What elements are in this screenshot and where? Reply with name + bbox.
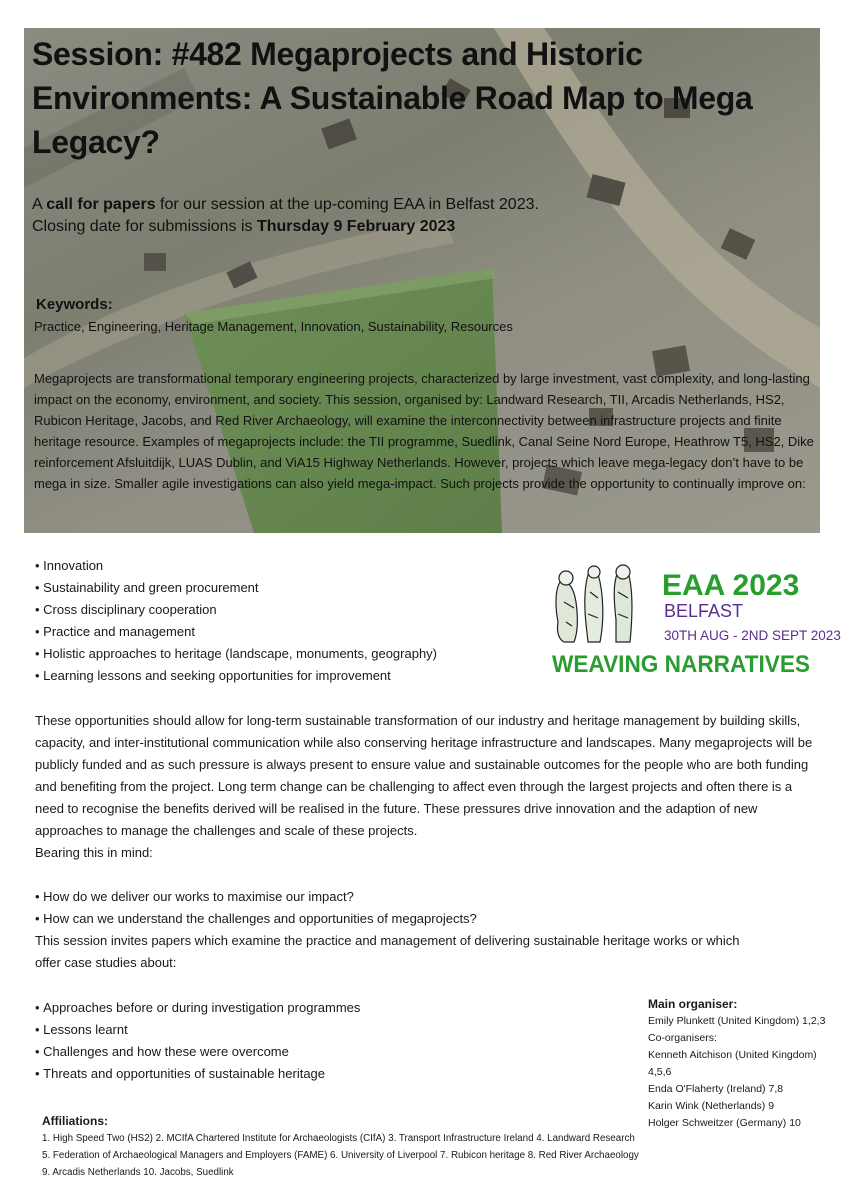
improvement-list: [35, 555, 437, 687]
list-item: • Approaches before or during investigation programmes: [35, 997, 360, 1019]
logo-tagline: WEAVING NARRATIVES: [552, 651, 810, 678]
list-item: • Learning lessons and seeking opportunities for improvement: [35, 665, 437, 687]
list-item: • Lessons learnt: [35, 1019, 360, 1041]
body-paragraph: These opportunities should allow for long-term sustainable transformation of our industry and heritage management by building skills, capacity, and inter-institutional communication while also conserving heritage infrastructure and landscapes. Many megaprojects will be publicly funded and as such pressure is always present to ensure value and sustainable outcomes for the people who are both funding and benefiting from the project. Long term change can be challenging to affect even through the largest projects and often there is a need to recognise the benefits derived will be realised in the future. These pressures drive innovation and the adaption of new approaches to manage the challenges and scale of these projects.: [35, 713, 813, 838]
call-for-papers-notice: A call for papers for our session at the up-coming EAA in Belfast 2023. Closing date for submissions is Thursday 9 February 2023: [32, 196, 539, 235]
list-item: • Challenges and how these were overcome: [35, 1041, 360, 1063]
call-for-papers-emphasis: call for papers: [46, 196, 156, 213]
list-item: • Practice and management: [35, 621, 437, 643]
list-item: • How can we understand the challenges and opportunities of megaprojects?: [35, 908, 477, 930]
co-organiser: Karin Wink (Netherlands) 9: [648, 1100, 775, 1112]
affiliation-line: 5. Federation of Archaeological Managers and Employers (FAME) 6. University of Liverpool 7. Rubicon heritage 8. Red River Archaeology: [42, 1150, 639, 1161]
list-item: • Holistic approaches to heritage (landscape, monuments, geography): [35, 643, 437, 665]
figures-illustration: [556, 565, 632, 642]
list-item: • Cross disciplinary cooperation: [35, 599, 437, 621]
main-organiser: Emily Plunkett (United Kingdom) 1,2,3: [648, 1015, 826, 1027]
list-item: • Sustainability and green procurement: [35, 577, 437, 599]
list-item: • Innovation: [35, 555, 437, 577]
eaa-2023-logo: [550, 562, 841, 680]
closing-date: Thursday 9 February 2023: [256, 218, 456, 235]
affiliation-line: 1. High Speed Two (HS2) 2. MCIfA Chartered Institute for Archaeologists (CIfA) 3. Transport Infrastructure Ireland 4. Landward Research: [42, 1133, 635, 1144]
keywords-list: Practice, Engineering, Heritage Management, Innovation, Sustainability, Resources: [34, 319, 513, 334]
affiliations-heading: Affiliations:: [42, 1114, 108, 1128]
list-item: • Threats and opportunities of sustainable heritage: [35, 1063, 360, 1085]
co-organiser: Enda O'Flaherty (Ireland) 7,8: [648, 1083, 784, 1095]
co-organiser: Holger Schweitzer (Germany) 10: [648, 1117, 801, 1129]
logo-title: EAA 2023: [662, 569, 800, 602]
list-item: • How do we deliver our works to maximise our impact?: [35, 886, 477, 908]
bearing-line: Bearing this in mind:: [35, 845, 153, 860]
logo-dates: 30TH AUG - 2ND SEPT 2023: [664, 628, 841, 643]
main-organiser-heading: Main organiser:: [648, 997, 738, 1011]
keywords-heading: Keywords:: [36, 296, 113, 313]
questions-list: [35, 886, 477, 930]
affiliation-line: 9. Arcadis Netherlands 10. Jacobs, Suedlink: [42, 1167, 234, 1178]
organisers-block: [648, 996, 838, 1132]
session-abstract: Megaprojects are transformational temporary engineering projects, characterized by large investment, vast complexity, and long-lasting impact on the economy, environment, and society. This session, organised by: Landward Research, TII, Arcadis Netherlands, HS2, Rubicon Heritage, Jacobs, and Red River Archaeology, will examine the interconnectivity between infrastructure projects and finite heritage resource. Examples of megaprojects include: the TII programme, Suedlink, Canal Seine Nord Europe, Heathrow T5, HS2, Dike reinforcement Afsluitdijk, LUAS Dublin, and ViA15 Highway Netherlands. However, projects which leave mega-legacy don’t have to be mega in size. Smaller agile investigations can also yield mega-impact. Such projects provide the opportunity to continually improve on:: [34, 371, 814, 491]
session-title: Session: #482 Megaprojects and Historic Environments: A Sustainable Road Map to Mega Legacy?: [32, 36, 753, 160]
co-organiser: Kenneth Aitchison (United Kingdom) 4,5,6: [648, 1049, 817, 1078]
affiliations-block: [42, 1113, 832, 1181]
logo-city: BELFAST: [664, 601, 744, 621]
aerial-photo-header: [24, 28, 820, 533]
topics-list: [35, 997, 360, 1085]
invitation-paragraph: This session invites papers which examine the practice and management of delivering sustainable heritage works or which offer case studies about:: [35, 933, 740, 970]
co-organisers-heading: Co-organisers:: [648, 1032, 717, 1044]
